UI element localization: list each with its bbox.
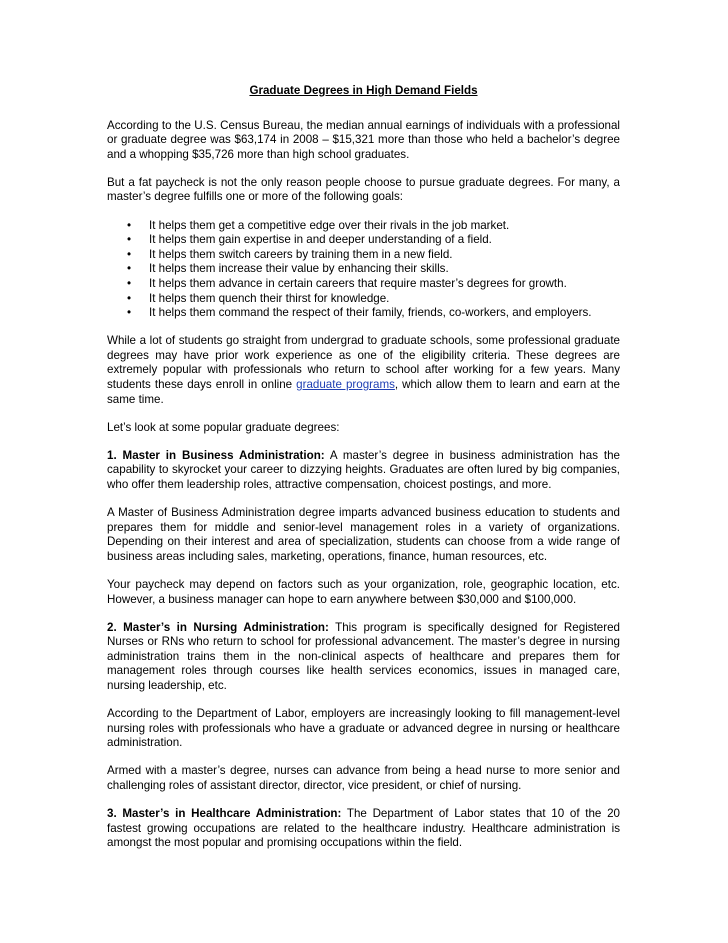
lets-look-paragraph: Let’s look at some popular graduate degrees: (107, 420, 340, 434)
nursing-paragraph (107, 621, 620, 694)
bullet-icon: • (127, 233, 132, 247)
goal-text: It helps them command the respect of their family, friends, co-workers, and employers. (149, 306, 592, 320)
goal-item (107, 306, 620, 321)
goal-text: It helps them get a competitive edge over their rivals in the job market. (149, 218, 510, 232)
goal-text: It helps them gain expertise in and deeper understanding of a field. (149, 233, 492, 247)
goal-text: It helps them advance in certain careers that require master’s degrees for growth. (149, 276, 567, 290)
nursing-heading: 2. Master’s in Nursing Administration: (107, 620, 329, 634)
online-programs-paragraph (107, 334, 620, 407)
bullet-icon: • (127, 262, 132, 276)
healthcare-text: The Department of Labor states that 10 of the 20 fastest growing occupations are related to the healthcare industry. Healthcare administration is amongst the most popular and promising occupations within the field. (107, 807, 620, 850)
healthcare-heading: 3. Master’s in Healthcare Administration: (107, 807, 342, 821)
healthcare-paragraph (107, 807, 620, 851)
document-page (107, 84, 620, 864)
nursing-paragraph-3: Armed with a master’s degree, nurses can advance from being a head nurse to more senior and challenging roles of assistant director, director, vice president, or chief of nursing. (107, 764, 620, 792)
mba-paragraph (107, 449, 620, 493)
mba-paragraph-2: A Master of Business Administration degree imparts advanced business education to students and prepares them for middle and senior-level management roles in a variety of organizations. Depending on their interest and area of specialization, students can choose from a wide range of business areas including sales, marketing, operations, finance, human resources, etc. (107, 506, 620, 563)
goal-item (107, 219, 620, 234)
mba-paragraph-3: Your paycheck may depend on factors such as your organization, role, geographic location, etc. However, a business manager can hope to earn anywhere between $30,000 and $100,000. (107, 577, 620, 606)
goal-item (107, 248, 620, 263)
online-text-before: While a lot of students go straight from undergrad to graduate schools, some professional graduate degrees may have prior work experience as one of the eligibility criteria. These degrees are extremely popular with professionals who return to school after working for a few years. Many students these days enroll in online (107, 334, 620, 391)
goal-text: It helps them increase their value by enhancing their skills. (149, 262, 449, 276)
bullet-icon: • (127, 306, 132, 320)
goal-item (107, 277, 620, 292)
bullet-icon: • (127, 276, 132, 290)
goal-item (107, 233, 620, 248)
goal-text: It helps them quench their thirst for knowledge. (149, 291, 390, 305)
goal-item (107, 262, 620, 277)
intro-paragraph: According to the U.S. Census Bureau, the median annual earnings of individuals with a professional or graduate degree was $63,174 in 2008 – $15,321 more than those who held a bachelor’s degree and a whopping $35,726 more than high school graduates. (107, 118, 620, 161)
bullet-icon: • (127, 291, 132, 305)
document-title: Graduate Degrees in High Demand Fields (249, 84, 478, 97)
nursing-paragraph-2: According to the Department of Labor, employers are increasingly looking to fill management-level nursing roles with professionals who have a graduate or advanced degree in nursing or healthcare administration. (107, 707, 620, 750)
paycheck-paragraph: But a fat paycheck is not the only reason people choose to pursue graduate degrees. For many, a master’s degree fulfills one or more of the following goals: (107, 175, 620, 204)
goal-item (107, 292, 620, 307)
graduate-programs-link[interactable]: graduate programs (296, 378, 395, 391)
mba-text: A master’s degree in business administration has the capability to skyrocket your career to dizzying heights. Graduates are often lured by big companies, who offer them leadership roles, attractive compensation, choicest postings, and more. (107, 448, 620, 491)
goal-text: It helps them switch careers by training them in a new field. (149, 247, 453, 261)
online-text-after: , which allow them to learn and earn at the same time. (107, 378, 620, 406)
goals-list (107, 219, 620, 321)
bullet-icon: • (127, 218, 132, 232)
mba-heading: 1. Master in Business Administration: (107, 448, 325, 462)
nursing-text: This program is specifically designed for Registered Nurses or RNs who return to school for professional advancement. The master’s degree in nursing administration trains them in the non-clinical aspects of healthcare and prepares them for management roles through courses like health services economics, issues in managed care, nursing leadership, etc. (107, 620, 621, 692)
bullet-icon: • (127, 247, 132, 261)
